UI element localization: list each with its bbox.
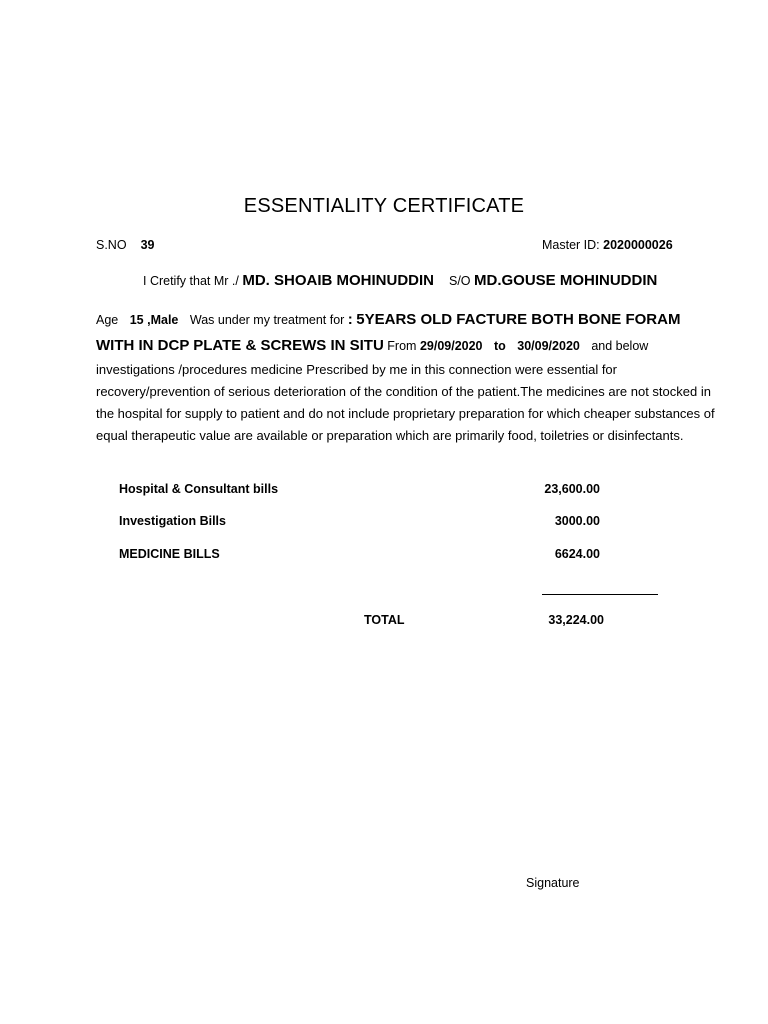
bill-label-hospital: Hospital & Consultant bills [119,482,279,496]
signature-label: Signature [526,876,580,890]
certify-prefix: I Cretify that Mr ./ [143,274,239,288]
bill-amount-medicine: 6624.00 [554,547,600,561]
bill-amount-hospital: 23,600.00 [544,482,600,496]
condition-line-1: 5YEARS OLD FACTURE BOTH BONE FORAM [356,311,681,328]
treatment-text: Was under my treatment for [189,313,345,327]
condition-line-2: WITH IN DCP PLATE & SCREWS IN SITU [96,337,384,354]
relation-label: S/O [448,274,471,288]
bill-label-investigation: Investigation Bills [119,514,226,528]
patient-name: MD. SHOAIB MOHINUDDIN [242,272,435,289]
page-title: ESSENTIALITY CERTIFICATE [243,195,525,217]
to-date: 30/09/2020 [517,339,580,353]
serial-number-label: S.NO [96,238,127,252]
treatment-colon: : [347,311,353,328]
age-label: Age [96,313,119,327]
serial-number [96,238,154,252]
total-amount: 33,224.00 [548,613,604,627]
from-date: 29/09/2020 [419,339,483,353]
total-underline [542,594,658,595]
master-id [542,238,673,252]
bill-amount-investigation: 3000.00 [554,514,600,528]
to-label: to [493,339,506,353]
master-id-label: Master ID: [542,238,600,252]
bill-label-medicine: MEDICINE BILLS [119,547,220,561]
patient-age-treatment [96,311,680,328]
certificate-paragraph: investigations /procedures medicine Prescribed by me in this connection were essential for recovery/prevention of serious deterioration of the condition of the patient.The medicines are not stocked in the hospital for supply to patient and do not include proprietary preparation for which cheaper substances of equal therapeutic value are available or preparation which are primarily food, toiletries or disinfectants. [96,362,715,443]
parent-name: MD.GOUSE MOHINUDDIN [474,272,658,289]
master-id-value: 2020000026 [603,238,673,252]
age-value: 15 ,Male [129,313,179,327]
patient-condition-dates [96,337,648,354]
from-label: From [387,339,417,353]
certify-statement [143,272,657,289]
serial-number-value: 39 [140,238,155,252]
total-label: TOTAL [364,613,405,627]
after-text: and below [591,339,649,353]
